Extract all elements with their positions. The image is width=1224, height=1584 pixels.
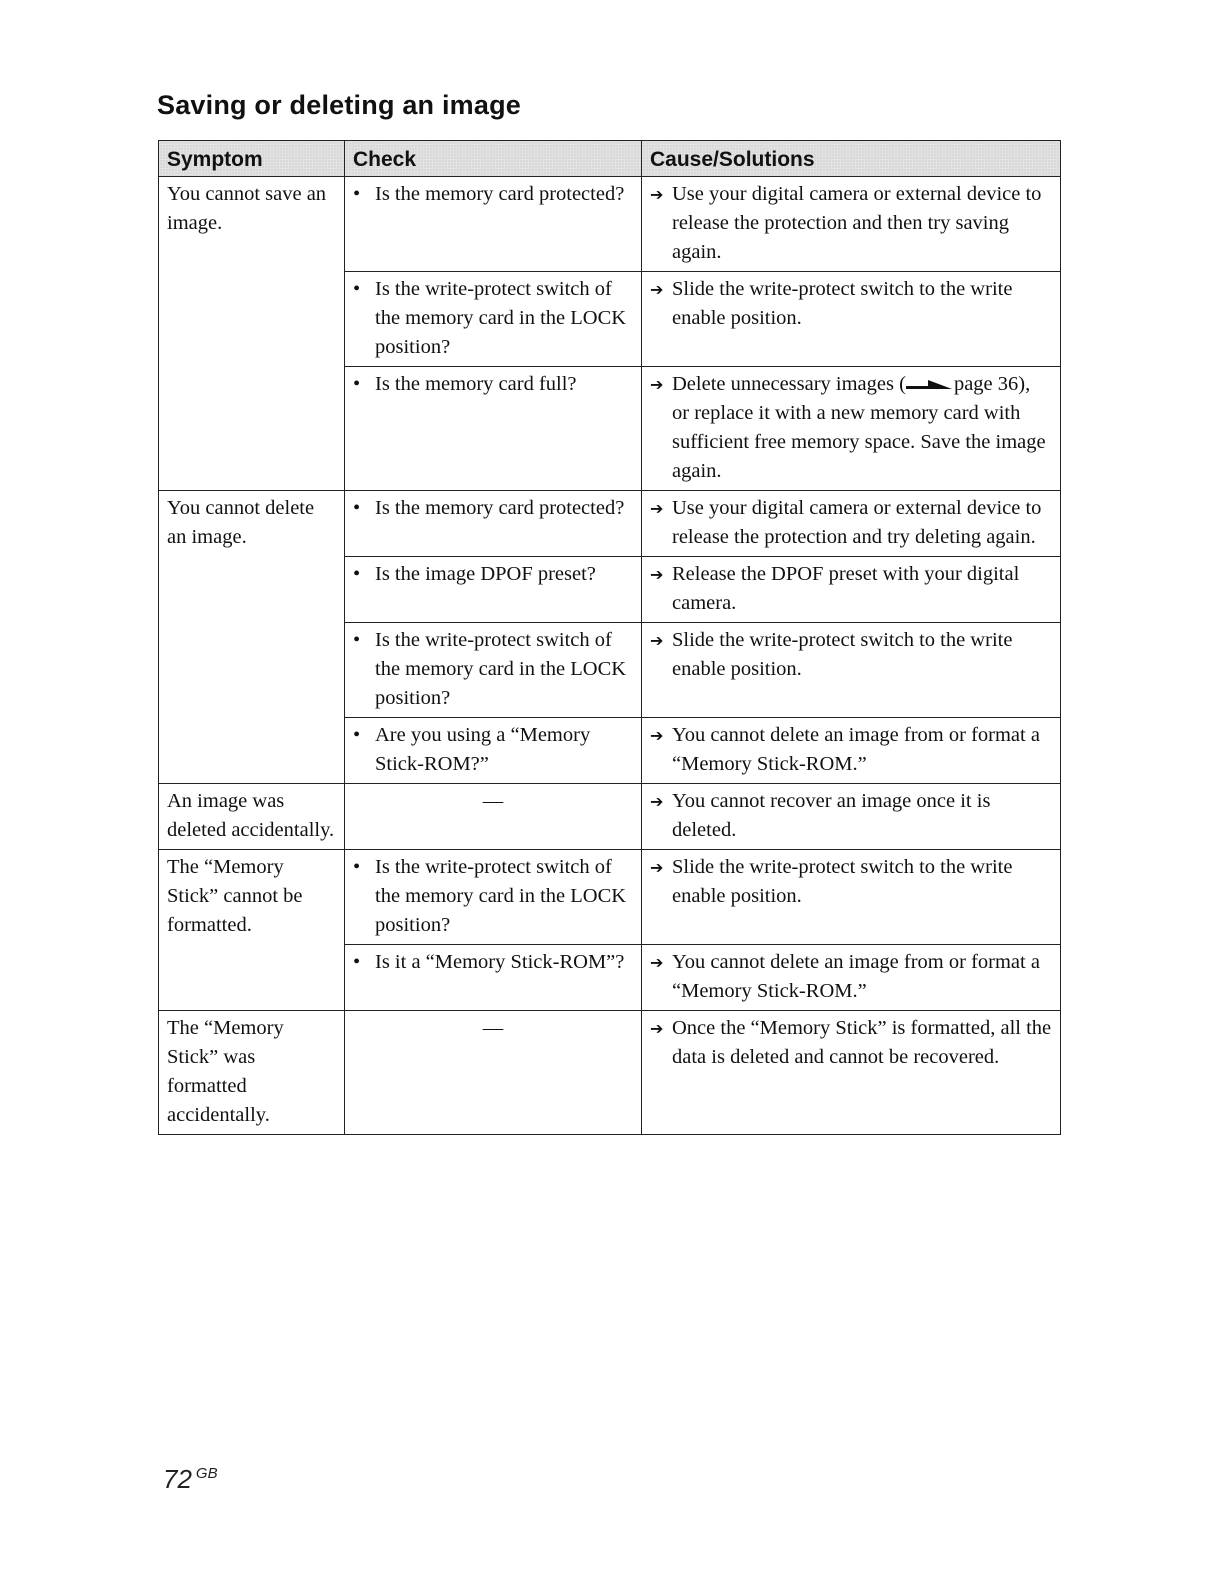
bullet-dot: •: [353, 951, 361, 973]
solution-cell: [642, 623, 1061, 718]
table-row: [159, 1011, 1061, 1135]
page-number-suffix: GB: [195, 1465, 218, 1483]
solution-text: Slide the write-protect switch to the write enable position.: [672, 856, 1013, 907]
solution-cell: [642, 491, 1061, 557]
check-cell: [345, 557, 642, 623]
bullet-dot: •: [353, 373, 361, 395]
solution-text: You cannot delete an image from or format a “Memory Stick-ROM.”: [672, 724, 1040, 775]
arrow-right-icon: ➔: [650, 280, 664, 299]
solution-cell: [642, 272, 1061, 367]
check-text: Is the write-protect switch of the memory card in the LOCK position?: [375, 629, 627, 709]
check-text: Is the memory card protected?: [375, 183, 625, 205]
page-number: [163, 1464, 218, 1495]
solution-text: Slide the write-protect switch to the write enable position.: [672, 278, 1013, 329]
arrow-right-icon: ➔: [650, 565, 664, 584]
check-cell: [345, 367, 642, 491]
check-text: Is the image DPOF preset?: [375, 563, 596, 585]
check-cell: [345, 491, 642, 557]
solution-cell: [642, 1011, 1061, 1135]
bullet-dot: •: [353, 629, 361, 651]
header-check: Check: [345, 141, 642, 177]
check-dash: —: [482, 790, 504, 812]
check-cell: [345, 272, 642, 367]
header-symptom: Symptom: [159, 141, 345, 177]
arrow-right-icon: ➔: [650, 375, 664, 394]
symptom-cell: The “Memory Stick” cannot be formatted.: [159, 850, 345, 1011]
solution-cell: [642, 945, 1061, 1011]
arrow-right-icon: ➔: [650, 792, 664, 811]
solution-text-b: page 36), or replace it with a new memory card with sufficient free memory space. Save the image again.: [672, 373, 1046, 482]
bullet-dot: •: [353, 278, 361, 300]
bullet-dot: •: [353, 183, 361, 205]
solution-cell: [642, 367, 1061, 491]
solution-text-a: Delete unnecessary images (: [672, 373, 906, 395]
arrow-right-icon: ➔: [650, 726, 664, 745]
check-cell: [345, 784, 642, 850]
arrow-right-icon: ➔: [650, 858, 664, 877]
solution-cell: [642, 557, 1061, 623]
symptom-cell: An image was deleted accidentally.: [159, 784, 345, 850]
solution-text: You cannot delete an image from or format a “Memory Stick-ROM.”: [672, 951, 1040, 1002]
arrow-right-icon: ➔: [650, 499, 664, 518]
solution-cell: [642, 177, 1061, 272]
troubleshooting-table: [158, 140, 1061, 1135]
arrow-right-icon: ➔: [650, 631, 664, 650]
bullet-dot: •: [353, 497, 361, 519]
check-text: Is it a “Memory Stick-ROM”?: [375, 951, 625, 973]
check-text: Is the write-protect switch of the memory card in the LOCK position?: [375, 856, 627, 936]
page-reference-arrow-icon: [906, 378, 952, 392]
bullet-dot: •: [353, 724, 361, 746]
table-row: [159, 177, 1061, 272]
check-text: Is the write-protect switch of the memory card in the LOCK position?: [375, 278, 627, 358]
symptom-cell: You cannot save an image.: [159, 177, 345, 491]
table-row: [159, 491, 1061, 557]
check-dash: —: [482, 1017, 504, 1039]
check-text: Is the memory card full?: [375, 373, 577, 395]
arrow-right-icon: ➔: [650, 185, 664, 204]
table-row: [159, 850, 1061, 945]
solution-cell: [642, 718, 1061, 784]
solution-text: Release the DPOF preset with your digital camera.: [672, 563, 1020, 614]
solution-text: Use your digital camera or external device to release the protection and try deleting again.: [672, 497, 1042, 548]
solution-text: Slide the write-protect switch to the write enable position.: [672, 629, 1013, 680]
symptom-cell: The “Memory Stick” was formatted accidentally.: [159, 1011, 345, 1135]
section-title: Saving or deleting an image: [157, 90, 521, 120]
solution-text: You cannot recover an image once it is deleted.: [672, 790, 991, 841]
symptom-cell: You cannot delete an image.: [159, 491, 345, 784]
check-text: Is the memory card protected?: [375, 497, 625, 519]
check-cell: [345, 850, 642, 945]
bullet-dot: •: [353, 856, 361, 878]
solution-cell: [642, 784, 1061, 850]
solution-cell: [642, 850, 1061, 945]
check-cell: [345, 177, 642, 272]
check-cell: [345, 718, 642, 784]
solution-text: Use your digital camera or external device to release the protection and then try saving again.: [672, 183, 1042, 263]
page-number-value: 72: [163, 1464, 192, 1494]
arrow-right-icon: ➔: [650, 1019, 664, 1038]
arrow-right-icon: ➔: [650, 953, 664, 972]
bullet-dot: •: [353, 563, 361, 585]
check-cell: [345, 1011, 642, 1135]
check-text: Are you using a “Memory Stick-ROM?”: [375, 724, 591, 775]
table-header-row: [159, 141, 1061, 177]
check-cell: [345, 623, 642, 718]
solution-text: Once the “Memory Stick” is formatted, all the data is deleted and cannot be recovered.: [672, 1017, 1052, 1068]
header-cause-solutions: Cause/Solutions: [642, 141, 1061, 177]
table-row: [159, 784, 1061, 850]
check-cell: [345, 945, 642, 1011]
